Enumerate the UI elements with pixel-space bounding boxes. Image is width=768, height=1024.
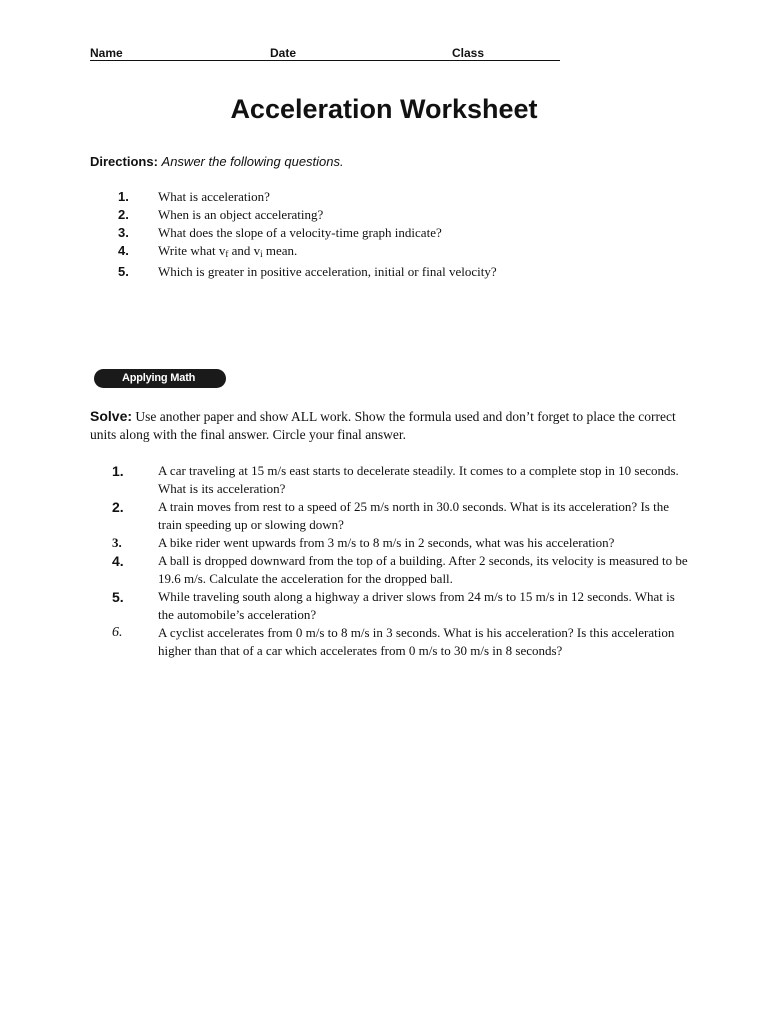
question-text: What is acceleration?	[158, 189, 270, 204]
problem-text: While traveling south along a highway a driver slows from 24 m/s to 15 m/s in 12 seconds. What is the automobile’s acceleration?	[158, 589, 675, 622]
subscript-i: i	[260, 249, 263, 259]
solve-instructions	[90, 407, 690, 444]
directions	[90, 154, 344, 170]
question-text-part: Write what v	[158, 243, 226, 258]
solve-text: Use another paper and show ALL work. Show the formula used and don’t forget to place the correct units along with the final answer. Circle your final answer.	[90, 409, 676, 442]
date-label: Date	[270, 46, 297, 60]
list-item	[90, 188, 710, 206]
question-text: Which is greater in positive acceleration, initial or final velocity?	[158, 264, 497, 279]
subscript-f: f	[225, 249, 229, 259]
problem-number: 3.	[112, 535, 122, 550]
problem-text: A train moves from rest to a speed of 25 m/s north in 30.0 seconds. What is its acceleration? Is the train speeding up or slowing down?	[158, 499, 669, 532]
directions-label: Directions:	[90, 154, 158, 169]
problem-number: 1.	[112, 463, 124, 479]
problem-text: A cyclist accelerates from 0 m/s to 8 m/s in 3 seconds. What is his acceleration? Is this acceleration higher than that of a car which accelerates from 0 m/s to 30 m/s in 8 seconds?	[158, 625, 675, 658]
question-number: 2.	[118, 207, 129, 222]
list-item	[90, 462, 690, 498]
problem-text: A car traveling at 15 m/s east starts to decelerate steadily. It comes to a complete stop in 10 seconds. What is its acceleration?	[158, 463, 679, 496]
question-list	[90, 188, 710, 281]
solve-label: Solve:	[90, 408, 133, 424]
class-label: Class	[452, 46, 485, 60]
problem-number: 4.	[112, 553, 124, 569]
list-item	[90, 534, 690, 552]
question-number: 4.	[118, 243, 129, 258]
list-item	[90, 588, 690, 624]
question-text-part: and v	[228, 243, 261, 258]
question-number: 3.	[118, 225, 129, 240]
problem-list	[90, 462, 690, 660]
list-item	[90, 263, 710, 281]
question-text	[158, 242, 710, 263]
list-item	[90, 206, 710, 224]
question-text: What does the slope of a velocity-time graph indicate?	[158, 225, 442, 240]
name-label: Name	[90, 46, 123, 60]
problem-text: A bike rider went upwards from 3 m/s to 8 m/s in 2 seconds, what was his acceleration?	[158, 535, 615, 550]
question-text: When is an object accelerating?	[158, 207, 324, 222]
page-title: Acceleration Worksheet	[230, 94, 538, 124]
problem-text: A ball is dropped downward from the top of a building. After 2 seconds, its velocity is measured to be 19.6 m/s. Calculate the acceleration for the dropped ball.	[158, 553, 688, 586]
question-number: 1.	[118, 189, 129, 204]
problem-number: 6.	[112, 625, 123, 640]
applying-math-badge: Applying Math	[94, 369, 226, 388]
directions-text: Answer the following questions.	[161, 154, 344, 169]
problem-number: 2.	[112, 499, 124, 515]
problem-number: 5.	[112, 589, 124, 605]
list-item	[90, 624, 690, 660]
list-item	[90, 552, 690, 588]
list-item	[90, 242, 710, 263]
list-item	[90, 224, 710, 242]
question-number: 5.	[118, 264, 129, 279]
question-text-part: mean.	[262, 243, 298, 258]
header-rule	[90, 46, 560, 61]
list-item	[90, 498, 690, 534]
